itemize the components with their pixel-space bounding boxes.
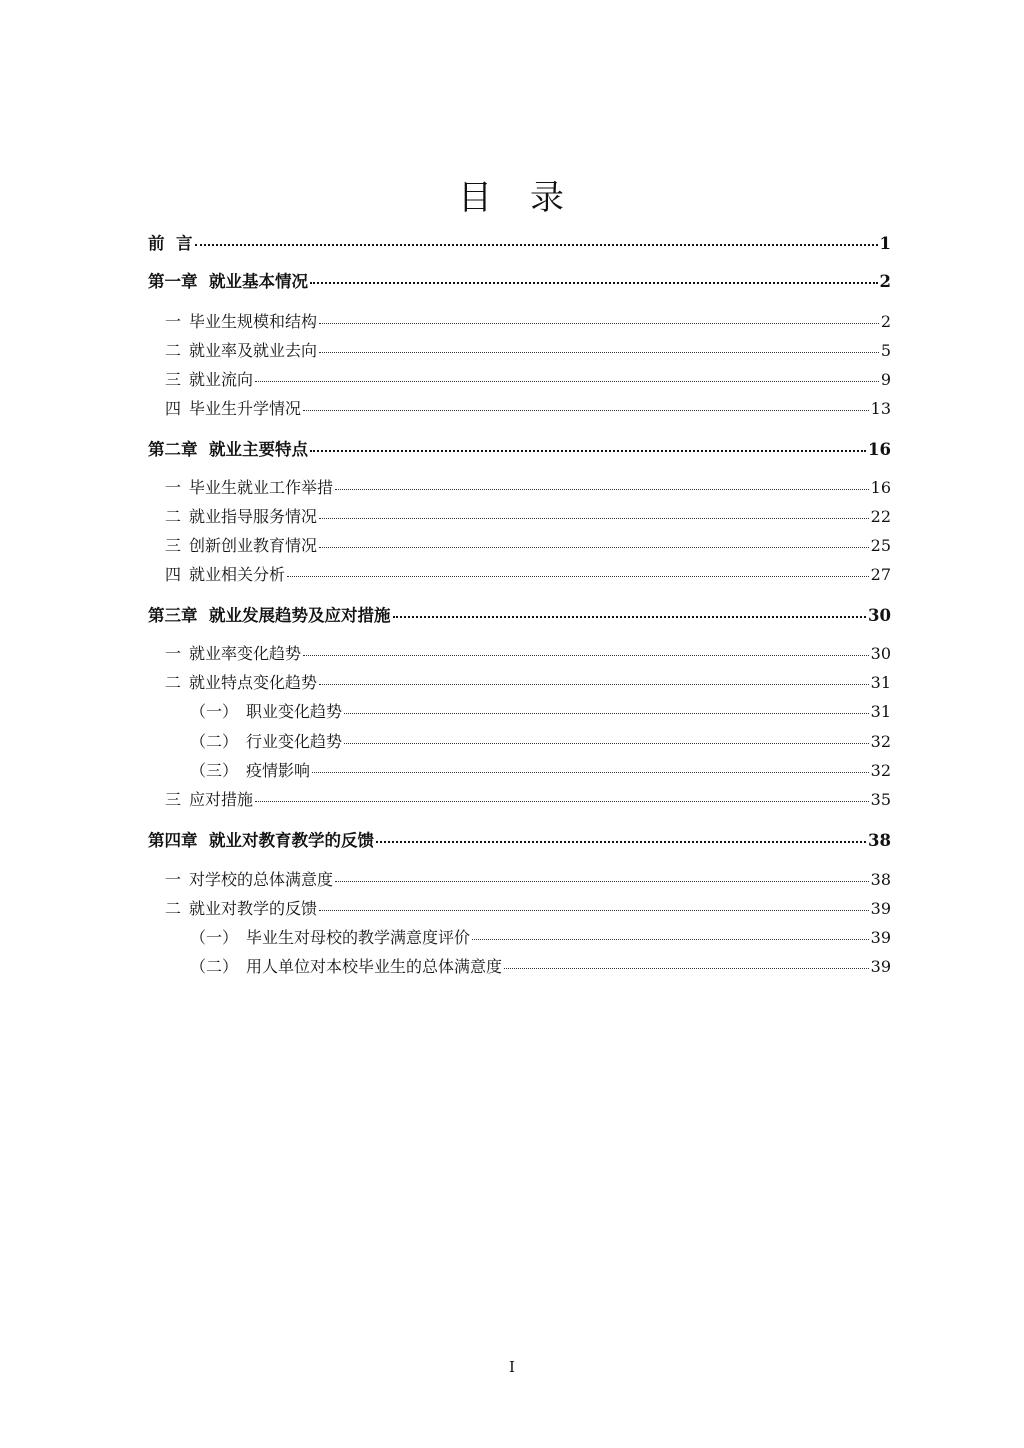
toc-entry-label xyxy=(165,670,317,693)
toc-entry-page: 32 xyxy=(870,732,891,751)
toc-entry-page: 22 xyxy=(870,507,891,526)
toc-entry-text: 用人单位对本校毕业生的总体满意度 xyxy=(246,957,503,976)
toc-entry-label xyxy=(190,699,342,722)
toc-entry-label xyxy=(148,436,308,460)
title-part-2: 录 xyxy=(530,178,566,218)
toc-entry-page: 30 xyxy=(870,644,891,663)
toc-entry-label xyxy=(165,533,317,556)
toc-entry[interactable] xyxy=(165,338,891,361)
toc-leader-dots xyxy=(393,605,867,622)
toc-leader-dots xyxy=(255,369,879,385)
toc-entry-label xyxy=(165,367,253,390)
toc-entry-text: 创新创业教育情况 xyxy=(189,536,318,555)
toc-entry[interactable] xyxy=(165,396,891,419)
toc-entry[interactable] xyxy=(190,699,891,722)
title-part-1: 目 xyxy=(458,178,494,218)
toc-leader-dots xyxy=(310,271,878,288)
toc-leader-dots xyxy=(472,927,869,943)
toc-leader-dots xyxy=(319,672,869,688)
toc-leader-dots xyxy=(319,340,879,356)
toc-entry-label xyxy=(165,641,301,664)
toc-entry-label xyxy=(165,338,317,361)
toc-entry-label xyxy=(165,787,253,810)
toc-entry[interactable] xyxy=(148,827,891,851)
toc-entry-page: 16 xyxy=(870,478,891,497)
toc-entry-text: 第四章 就业对教育教学的反馈 xyxy=(148,831,374,850)
toc-entry-text: 第三章 就业发展趋势及应对措施 xyxy=(148,606,391,625)
toc-entry[interactable] xyxy=(148,602,891,626)
toc-entry[interactable] xyxy=(148,436,891,460)
toc-leader-dots xyxy=(255,789,869,805)
toc-leader-dots xyxy=(195,233,878,250)
toc-entry-page: 13 xyxy=(870,399,891,418)
toc-entry-text: 毕业生对母校的教学满意度评价 xyxy=(246,928,471,947)
toc-entry-number: 三 xyxy=(165,790,182,809)
toc-entry-page: 30 xyxy=(868,606,891,625)
toc-entry-text: 就业指导服务情况 xyxy=(189,507,318,526)
toc-entry-number: 三 xyxy=(165,536,182,555)
toc-leader-dots xyxy=(319,535,869,551)
toc-entry-page: 35 xyxy=(870,790,891,809)
toc-entry[interactable] xyxy=(190,925,891,948)
toc-leader-dots xyxy=(310,439,866,456)
toc-entry-number: （三） xyxy=(190,761,239,780)
toc-entry-label xyxy=(165,896,317,919)
toc-entry-number: 二 xyxy=(165,507,182,526)
toc-entry[interactable] xyxy=(165,562,891,585)
toc-leader-dots xyxy=(376,830,866,847)
toc-entry-page: 32 xyxy=(870,761,891,780)
toc-entry-label xyxy=(148,230,193,254)
toc-entry-page: 39 xyxy=(870,928,891,947)
toc-entry-number: （二） xyxy=(190,957,239,976)
toc-entry-label xyxy=(165,396,301,419)
toc-entry[interactable] xyxy=(190,758,891,781)
toc-leader-dots xyxy=(319,311,879,327)
toc-entry-number: 一 xyxy=(165,644,182,663)
toc-entry-page: 27 xyxy=(870,565,891,584)
toc-leader-dots xyxy=(312,760,869,776)
toc-entry-page: 31 xyxy=(870,702,891,721)
toc-entry-page: 38 xyxy=(868,831,891,850)
toc-entry-text: 对学校的总体满意度 xyxy=(189,870,334,889)
toc-entry-page: 9 xyxy=(880,370,891,389)
toc-entry-page: 31 xyxy=(870,673,891,692)
toc-entry-page: 2 xyxy=(879,272,891,291)
toc-entry-number: （二） xyxy=(190,732,239,751)
toc-entry-number: （一） xyxy=(190,702,239,721)
toc-entry-number: 四 xyxy=(165,565,182,584)
page-number-footer: I xyxy=(509,1358,515,1376)
toc-entry-text: 毕业生升学情况 xyxy=(189,399,302,418)
toc-entry-label xyxy=(148,827,374,851)
toc-entry-text: 毕业生规模和结构 xyxy=(189,312,318,331)
toc-entry-text: 第二章 就业主要特点 xyxy=(148,440,308,459)
toc-entry-label xyxy=(165,867,333,890)
toc-entry[interactable] xyxy=(165,367,891,390)
toc-entry[interactable] xyxy=(148,268,891,292)
toc-entry[interactable] xyxy=(165,641,891,664)
toc-entry-label xyxy=(190,925,470,948)
toc-entry-number: 二 xyxy=(165,341,182,360)
toc-leader-dots xyxy=(335,869,869,885)
toc-entry[interactable] xyxy=(165,504,891,527)
toc-entry-page: 5 xyxy=(880,341,891,360)
toc-leader-dots xyxy=(504,956,869,972)
toc-entry-text: 前 言 xyxy=(148,234,193,253)
toc-entry[interactable] xyxy=(190,729,891,752)
page-title xyxy=(0,170,1024,219)
toc-entry-number: （一） xyxy=(190,928,239,947)
toc-entry-text: 就业特点变化趋势 xyxy=(189,673,318,692)
toc-entry-label xyxy=(165,504,317,527)
toc-entry-page: 16 xyxy=(868,440,891,459)
toc-entry-number: 一 xyxy=(165,312,182,331)
toc-leader-dots xyxy=(344,731,869,747)
toc-leader-dots xyxy=(319,506,869,522)
toc-entry-label xyxy=(190,758,310,781)
toc-entry-label xyxy=(165,562,285,585)
toc-entry-label xyxy=(148,268,308,292)
toc-entry[interactable] xyxy=(190,954,891,977)
toc-entry-label xyxy=(148,602,391,626)
toc-entry-label xyxy=(190,729,342,752)
toc-leader-dots xyxy=(303,398,869,414)
toc-entry-text: 就业对教学的反馈 xyxy=(189,899,318,918)
toc-entry[interactable] xyxy=(165,475,891,498)
toc-entry[interactable] xyxy=(165,867,891,890)
toc-entry-text: 疫情影响 xyxy=(246,761,311,780)
toc-entry-text: 应对措施 xyxy=(189,790,254,809)
toc-entry[interactable] xyxy=(165,670,891,693)
toc-entry-text: 就业流向 xyxy=(189,370,254,389)
toc-entry-text: 毕业生就业工作举措 xyxy=(189,478,334,497)
toc-entry-text: 就业率变化趋势 xyxy=(189,644,302,663)
toc-entry-text: 行业变化趋势 xyxy=(246,732,343,751)
toc-entry[interactable] xyxy=(165,309,891,332)
toc-leader-dots xyxy=(287,564,869,580)
toc-entry-label xyxy=(165,309,317,332)
toc-entry-label xyxy=(190,954,502,977)
toc-entry-text: 就业率及就业去向 xyxy=(189,341,318,360)
toc-entry[interactable] xyxy=(148,230,891,254)
toc-entry-page: 1 xyxy=(879,234,891,253)
toc-entry-text: 第一章 就业基本情况 xyxy=(148,272,308,291)
toc-entry-page: 38 xyxy=(870,870,891,889)
toc-entry-number: 一 xyxy=(165,870,182,889)
toc-entry-page: 25 xyxy=(870,536,891,555)
toc-entry-label xyxy=(165,475,333,498)
toc-entry-text: 职业变化趋势 xyxy=(246,702,343,721)
toc-entry-page: 39 xyxy=(870,899,891,918)
toc-leader-dots xyxy=(335,477,869,493)
toc-leader-dots xyxy=(303,643,869,659)
toc-entry-number: 三 xyxy=(165,370,182,389)
toc-entry-number: 二 xyxy=(165,673,182,692)
toc-entry-number: 四 xyxy=(165,399,182,418)
toc-leader-dots xyxy=(319,898,869,914)
toc-entry-text: 就业相关分析 xyxy=(189,565,286,584)
toc-leader-dots xyxy=(344,701,869,717)
toc-entry[interactable] xyxy=(165,787,891,810)
toc-entry-page: 39 xyxy=(870,957,891,976)
toc-entry[interactable] xyxy=(165,533,891,556)
toc-entry-number: 一 xyxy=(165,478,182,497)
toc-entry[interactable] xyxy=(165,896,891,919)
toc-entry-page: 2 xyxy=(880,312,891,331)
toc-entry-number: 二 xyxy=(165,899,182,918)
